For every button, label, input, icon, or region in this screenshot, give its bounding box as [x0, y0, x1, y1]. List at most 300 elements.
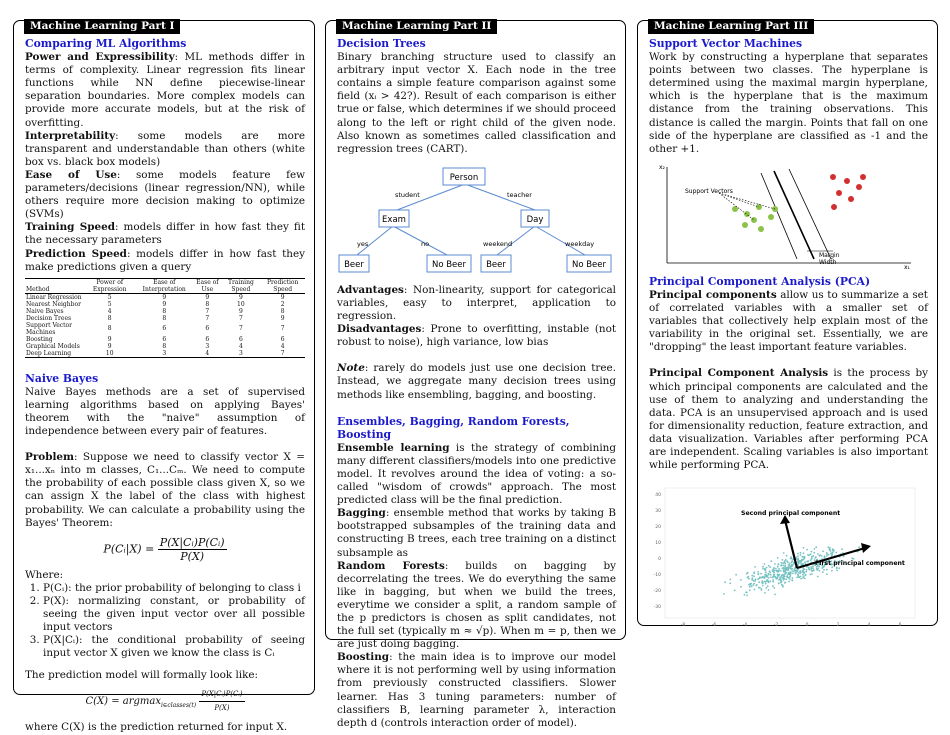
pca-point	[769, 572, 771, 574]
pca-point	[769, 581, 771, 583]
table-cell: 10	[237, 300, 245, 308]
paragraph-advantages: Advantages: Non-linearity, support for categorical variables, easy to interpret, application to regression.	[337, 283, 616, 323]
tree-edge-label: student	[395, 190, 420, 199]
pca-point	[787, 562, 789, 564]
pca-point	[772, 577, 774, 579]
svm-x-axis-label: x₁	[904, 263, 910, 271]
svm-figure	[649, 159, 919, 271]
pca-point	[773, 575, 775, 577]
table-cell: 2	[280, 300, 285, 308]
list-item: 3. P(X|Cᵢ): the conditional probability of seeing input vector X given we know the class is Cᵢ	[43, 634, 305, 660]
pca-point	[787, 577, 789, 579]
pca-figure	[649, 482, 919, 632]
pca-point	[804, 561, 806, 563]
pca-point	[787, 569, 789, 571]
svm-y-axis-label: x₂	[659, 163, 665, 171]
pca-point	[784, 582, 786, 584]
pca-point	[821, 555, 823, 557]
pca-point	[835, 552, 837, 554]
pca-point	[790, 568, 792, 570]
pca-point	[785, 573, 787, 575]
pca-point	[826, 555, 828, 557]
pca-point	[791, 560, 793, 562]
pca-point	[828, 546, 830, 548]
pca-point	[797, 563, 799, 565]
pca-point	[749, 590, 751, 592]
section-title-comparing: Comparing ML Algorithms	[25, 37, 187, 50]
pca-point	[796, 570, 798, 572]
pca-point	[798, 576, 800, 578]
table-cell: Decision Trees	[26, 314, 72, 322]
table-cell: 5	[107, 293, 112, 301]
pca-point	[764, 592, 766, 594]
pca-point	[769, 566, 771, 568]
table-cell: 10	[105, 349, 114, 357]
pca-point	[754, 566, 756, 568]
tree-edge-label: weekend	[483, 239, 513, 248]
table-cell: 9	[238, 293, 243, 301]
pca-point	[747, 576, 749, 578]
pca-point	[829, 547, 831, 549]
pca-point	[783, 579, 785, 581]
pca-x-tick: 6	[898, 623, 902, 629]
pca-point	[767, 581, 769, 583]
pca-y-tick: 40	[655, 493, 661, 499]
table-cell: 8	[162, 314, 167, 322]
pca-point	[791, 570, 793, 572]
section-title-ensembles: Ensembles, Bagging, Random Forests, Boosting	[337, 414, 570, 441]
pca-point	[783, 574, 785, 576]
pca-point	[748, 584, 750, 586]
pca-point	[788, 573, 790, 575]
pca-point	[768, 589, 770, 591]
pca-point	[762, 568, 764, 570]
pca-point	[781, 575, 783, 577]
pca-point	[800, 572, 802, 574]
table-cell: Linear Regression	[26, 293, 82, 301]
table-cell: 6	[280, 335, 285, 343]
pca-point	[841, 548, 843, 550]
table-cell: 7	[238, 314, 243, 322]
pca-point	[772, 585, 774, 587]
tree-edge-label: teacher	[507, 190, 532, 199]
table-header: Prediction Speed	[260, 278, 305, 293]
table-cell: 8	[280, 307, 285, 315]
pca-point	[781, 577, 783, 579]
table-cell: 9	[280, 314, 285, 322]
pca-point	[803, 553, 805, 555]
pca-point	[798, 572, 800, 574]
pca-point	[766, 579, 768, 581]
paragraph-power: Power and Expressibility: ML methods differ in terms of complexity. Linear regression fits linear functions while NN define piecewise-linear separation boundaries. More complex models can provide more accurate models, but at the risk of overfitting.	[25, 51, 305, 129]
pca-point	[813, 569, 815, 571]
pca-point	[757, 574, 759, 576]
tree-leaf: Beer	[344, 259, 364, 270]
table-row	[25, 336, 305, 343]
pca-point	[830, 553, 832, 555]
pca-point	[810, 553, 812, 555]
pca-point	[740, 579, 742, 581]
pca-point	[764, 581, 766, 583]
table-cell: Deep Learning	[26, 349, 72, 357]
pca-point	[831, 570, 833, 572]
table-cell: 6	[205, 325, 210, 333]
table-cell: 6	[162, 335, 167, 343]
pca-point	[754, 580, 756, 582]
pca-point	[824, 555, 826, 557]
column-part-1	[13, 20, 315, 733]
pca-point	[764, 563, 766, 565]
pca-point	[809, 574, 811, 576]
pca-point	[772, 569, 774, 571]
pca-point	[784, 560, 786, 562]
column-title: Machine Learning Part II	[336, 19, 497, 34]
pca-point	[786, 567, 788, 569]
pca-point	[767, 585, 769, 587]
table-cell: 8	[107, 325, 112, 333]
pca-point	[819, 554, 821, 556]
table-cell: 8	[107, 314, 112, 322]
pca-point	[800, 552, 802, 554]
pca-point	[749, 586, 751, 588]
pca-point	[794, 570, 796, 572]
pca-y-tick: 30	[655, 509, 661, 515]
svm-support-vectors-label: Support Vectors	[685, 187, 733, 195]
table-cell: 7	[205, 307, 210, 315]
table-cell: 8	[205, 300, 210, 308]
table-cell: 9	[107, 335, 112, 343]
pca-point	[748, 578, 750, 580]
pca-point	[826, 573, 828, 575]
pca-point	[746, 573, 748, 575]
pca-point	[761, 577, 763, 579]
paragraph-problem: Problem: Suppose we need to classify vector X = x₁...xₙ into m classes, C₁...Cₘ. We need to compute the probability of each possible class given X, so we can assign X the label of the class with highest probability. We can calculate a probability using the Bayes' Theorem:	[25, 451, 305, 529]
pca-point	[817, 576, 819, 578]
pca-point	[792, 580, 794, 582]
pca-point	[789, 578, 791, 580]
pca-point	[751, 586, 753, 588]
pca-point	[782, 565, 784, 567]
tree-edge-label: no	[421, 239, 430, 248]
table-cell: 6	[238, 335, 243, 343]
pca-point	[724, 581, 726, 583]
pca-point	[765, 571, 767, 573]
table-cell: 8	[162, 342, 167, 350]
pca-point	[766, 567, 768, 569]
pca-point	[765, 583, 767, 585]
pca-point	[826, 552, 828, 554]
section-title-naive-bayes: Naive Bayes	[25, 371, 99, 385]
pca-point	[768, 577, 770, 579]
pca-point	[800, 576, 802, 578]
paragraph-training: Training Speed: models differ in how fast they fit the necessary parameters	[25, 221, 305, 247]
section-title-pca: Principal Component Analysis (PCA)	[649, 274, 871, 288]
table-cell: Support Vector Machines	[26, 321, 73, 336]
pca-point	[782, 563, 784, 565]
pca-point	[811, 569, 813, 571]
pca-point	[744, 594, 746, 596]
table-cell: 4	[280, 342, 285, 350]
pca-point	[792, 577, 794, 579]
tree-root: Person	[449, 172, 479, 183]
pca-point	[817, 553, 819, 555]
tree-edge-label: weekday	[565, 239, 595, 248]
pca-point	[815, 546, 817, 548]
paragraph-dt: Binary branching structure used to classify an arbitrary input vector X. Each node in the tree contains a simple feature comparison against some field (xᵢ > 42?). Result of each comparison is either true or false, which determines if we should proceed along to the left or right child of the given node. Also known as sometimes called classification and regression trees (CART).	[337, 51, 616, 155]
pca-point	[822, 551, 824, 553]
pca-point	[781, 562, 783, 564]
pca-point	[778, 583, 780, 585]
pca-point	[808, 554, 810, 556]
pca-point	[735, 574, 737, 576]
pca-point	[757, 571, 759, 573]
pca-point	[790, 566, 792, 568]
pca-point	[786, 555, 788, 557]
pca-point	[783, 552, 785, 554]
column-title: Machine Learning Part I	[24, 19, 180, 34]
pca-point	[770, 577, 772, 579]
svm-margin-label: Width	[819, 258, 837, 266]
table-cell: 7	[205, 314, 210, 322]
paragraph-bagging: Bagging: ensemble method that works by taking B bootstrapped subsamples of the training data and constructing B trees, each tree training on a distinct subsample as	[337, 507, 616, 559]
list-item: 1. P(Cᵢ): the prior probability of belonging to class i	[43, 582, 305, 595]
pca-x-tick: 0	[805, 623, 809, 629]
svm-margin-label: Margin	[819, 251, 840, 259]
pca-point	[773, 570, 775, 572]
pca-point	[773, 567, 775, 569]
table-cell: 7	[280, 325, 285, 333]
pca-point	[833, 549, 835, 551]
pca-point	[792, 573, 794, 575]
pca-point	[765, 569, 767, 571]
pca-point	[804, 575, 806, 577]
pca-point	[760, 573, 762, 575]
tree-edge-label: yes	[357, 239, 369, 248]
section-title-decision-trees: Decision Trees	[337, 37, 426, 50]
tree-node-left: Exam	[382, 214, 406, 225]
table-cell: 5	[107, 300, 112, 308]
svm-class-b	[830, 174, 866, 210]
pca-point	[807, 560, 809, 562]
pca-point	[812, 567, 814, 569]
pca-point	[789, 574, 791, 576]
pca-point	[800, 578, 802, 580]
list-item: 2. P(X): normalizing constant, or probability of seeing the given input vector over all possible input vectors	[43, 595, 305, 634]
pca-first-label: First principal component	[815, 560, 905, 568]
table-row	[25, 315, 305, 322]
pca-point	[810, 566, 812, 568]
pca-point	[760, 588, 762, 590]
pca-y-tick: -10	[653, 573, 661, 579]
model-equation: C(X) = argmax$_{i\in classes(t)}$ $\frac{\text{P(X|Cᵢ)P(Cᵢ)}}{P(X)}$	[85, 689, 243, 712]
pca-point	[775, 578, 777, 580]
table-cell: Naive Bayes	[26, 307, 64, 315]
pca-point	[806, 569, 808, 571]
pca-point	[788, 564, 790, 566]
table-cell: 9	[280, 293, 285, 301]
pca-point	[770, 574, 772, 576]
pca-point	[803, 547, 805, 549]
pca-point	[758, 581, 760, 583]
pca-point	[762, 566, 764, 568]
pca-point	[805, 571, 807, 573]
pca-point	[803, 572, 805, 574]
pca-point	[817, 568, 819, 570]
pca-point	[800, 554, 802, 556]
pca-point	[785, 578, 787, 580]
pca-point	[756, 584, 758, 586]
pca-point	[802, 574, 804, 576]
paragraph-pc: Principal components allow us to summarize a set of correlated variables with a smaller set of variables that collectively help explain most of the variability in the original set. Essentially, we are "dropping" the least important feature variables.	[649, 288, 928, 354]
pca-point	[811, 573, 813, 575]
comparison-table	[25, 278, 305, 358]
model-after: where C(X) is the prediction returned for input X.	[25, 720, 288, 733]
pca-point	[734, 590, 736, 592]
paragraph-boosting: Boosting: the main idea is to improve our model where it is not performing well by using information from previously constructed classifiers. Slower learner. Has 3 tuning parameters: number of classifiers B, learning parameter λ, interaction depth d (controls interaction order of model).	[337, 651, 616, 729]
table-row	[25, 343, 305, 350]
pca-point	[752, 584, 754, 586]
pca-point	[770, 560, 772, 562]
pca-point	[751, 579, 753, 581]
pca-point	[797, 555, 799, 557]
pca-x-tick: -4	[742, 623, 748, 629]
pca-point	[777, 570, 779, 572]
pca-point	[755, 579, 757, 581]
table-cell: 4	[205, 349, 210, 357]
pca-point	[797, 553, 799, 555]
pca-point	[779, 578, 781, 580]
table-cell: 6	[205, 335, 210, 343]
pca-point	[797, 559, 799, 561]
pca-point	[772, 581, 774, 583]
table-cell: 3	[205, 342, 210, 350]
pca-point	[723, 593, 725, 595]
pca-point	[777, 557, 779, 559]
pca-point	[811, 551, 813, 553]
paragraph-svm: Work by constructing a hyperplane that separates points between two classes. The hyperplane is determined using the maximal margin hyperplane, which is the hyperplane that is the maximum distance from the training observations. This distance is called the margin. Points that fall on one side of the hyperplane are classified as -1 and the other +1.	[649, 51, 928, 155]
pca-point	[781, 584, 783, 586]
paragraph-random-forests: Random Forests: builds on bagging by decorrelating the trees. We do everything the same like in bagging, but when we build the trees, everytime we consider a split, a random sample of the p predictors is chosen as split candidates, not the full set (typically m ≈ √p). When m = p, then we are just doing bagging.	[337, 559, 616, 651]
pca-point	[808, 568, 810, 570]
table-cell: 9	[162, 293, 167, 301]
pca-point	[777, 563, 779, 565]
pca-point	[823, 569, 825, 571]
paragraph-interpretability: Interpretability: some models are more transparent and understandable than others (white box vs. black box models)	[25, 129, 305, 168]
pca-point	[781, 564, 783, 566]
tree-leaf: No Beer	[431, 259, 467, 270]
where-list	[25, 582, 305, 661]
pca-point	[812, 555, 814, 557]
pca-point	[780, 570, 782, 572]
pca-point	[729, 583, 731, 585]
pca-point	[784, 564, 786, 566]
paragraph-note: Note: rarely do models just use one decision tree. Instead, we aggregate many decision trees using methods like ensembling, bagging, and boosting.	[337, 362, 616, 401]
tree-leaf: Beer	[486, 259, 506, 270]
pca-point	[772, 579, 774, 581]
table-header: Method	[25, 278, 84, 293]
pca-point	[796, 577, 798, 579]
table-cell: 9	[238, 307, 243, 315]
pca-point	[795, 572, 797, 574]
bayes-equation: P(Cᵢ|X) = $\frac{\text{P(X|Cᵢ)P(Cᵢ)}}{P(X)}$	[103, 535, 225, 563]
pca-point	[814, 548, 816, 550]
table-cell: 3	[238, 349, 243, 357]
pca-x-tick: 4	[867, 623, 871, 629]
paragraph-pca: Principal Component Analysis is the process by which principal components are calculated and the use of them to analyzing and understanding the data. PCA is an unsupervised approach and is used for dimensionality reduction, feature extraction, and data visualization. Variables after performing PCA are independent. Scaling variables is also important while performing PCA.	[649, 367, 928, 472]
pca-point	[753, 573, 755, 575]
table-cell: 9	[205, 293, 210, 301]
pca-point	[790, 556, 792, 558]
paragraph-prediction: Prediction Speed: models differ in how fast they make predictions given a query	[25, 247, 305, 273]
pca-point	[789, 571, 791, 573]
pca-point	[784, 562, 786, 564]
pca-point	[765, 587, 767, 589]
pca-point	[786, 576, 788, 578]
pca-x-tick: 2	[836, 623, 840, 629]
pca-point	[740, 586, 742, 588]
pca-point	[762, 585, 764, 587]
pca-point	[800, 560, 802, 562]
pca-point	[826, 569, 828, 571]
paragraph-nb: Naive Bayes methods are a set of supervised learning algorithms based on applying Bayes' theorem with the "naive" assumption of independence between every pair of features.	[25, 385, 305, 438]
pca-point	[729, 579, 731, 581]
pca-point	[800, 562, 802, 564]
where-label: Where:	[25, 568, 64, 581]
table-cell: 4	[107, 307, 112, 315]
table-row	[25, 301, 305, 308]
table-cell: Nearest Neighbor	[26, 300, 81, 308]
table-row	[25, 322, 305, 336]
pca-point	[762, 582, 764, 584]
pca-y-tick: 20	[655, 525, 661, 531]
pca-point	[751, 577, 753, 579]
table-cell: 9	[107, 342, 112, 350]
pca-point	[788, 581, 790, 583]
pca-point	[782, 559, 784, 561]
pca-point	[764, 568, 766, 570]
paragraph-ensemble: Ensemble learning is the strategy of combining many different classifiers/models into one predictive model. It revolves around the idea of voting: a so-called "wisdom of crowds" approach. The most predicted class will be the final prediction.	[337, 441, 616, 507]
paragraph-disadvantages: Disadvantages: Prone to overfitting, instable (not robust to noise), high variance, low bias	[337, 323, 616, 349]
table-row	[25, 308, 305, 315]
pca-point	[804, 578, 806, 580]
pca-y-tick: -20	[653, 589, 661, 595]
pca-point	[843, 556, 845, 558]
pca-point	[783, 567, 785, 569]
pca-point	[784, 570, 786, 572]
pca-point	[812, 565, 814, 567]
pca-point	[802, 577, 804, 579]
pca-point	[746, 595, 748, 597]
pca-point	[775, 568, 777, 570]
table-header: Ease of Interpretation	[135, 278, 193, 293]
column-part-3	[637, 20, 938, 629]
section-title-svm: Support Vector Machines	[649, 37, 803, 50]
pca-point	[795, 557, 797, 559]
pca-second-label: Second principal component	[741, 510, 841, 518]
table-cell: 8	[162, 307, 167, 315]
pca-point	[797, 574, 799, 576]
table-row	[25, 293, 305, 301]
pca-point	[768, 565, 770, 567]
pca-point	[773, 587, 775, 589]
table-header: Ease of Use	[193, 278, 221, 293]
pca-point	[750, 583, 752, 585]
pca-point	[745, 592, 747, 594]
pca-x-tick: -8	[680, 623, 686, 629]
table-header: Power of Expression	[84, 278, 135, 293]
pca-point	[767, 573, 769, 575]
pca-point	[804, 556, 806, 558]
